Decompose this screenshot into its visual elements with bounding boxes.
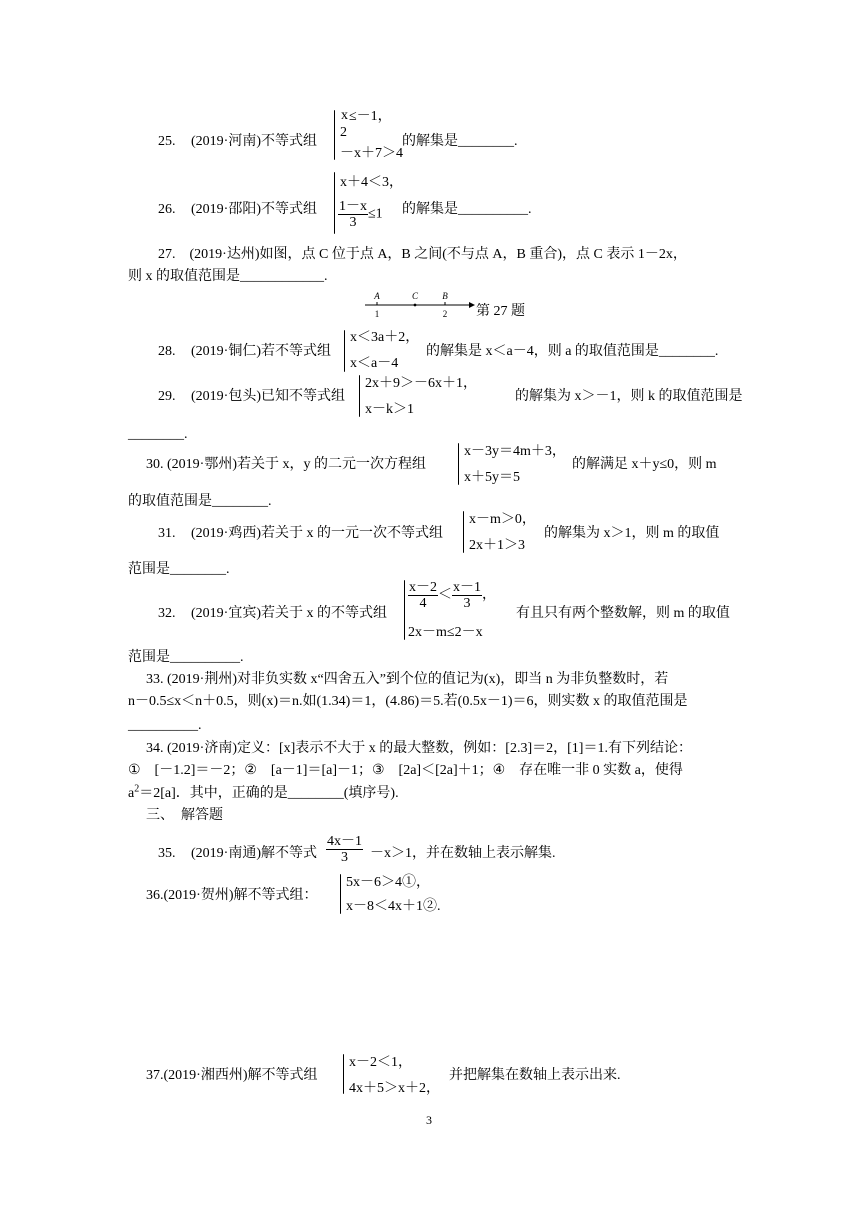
label-c: C xyxy=(411,291,419,301)
q29-brace xyxy=(359,375,360,417)
q34-line2: ① [－1.2]＝－2；② [a－1]＝[a]－1；③ [2a]＜[2a]＋1；④ 存在唯一非 0 实数 a，使得 xyxy=(128,763,683,778)
q26-line2: $\frac{1-x}{3}$ ≤1 xyxy=(339,199,383,230)
q33-line2: n－0.5≤x＜n＋0.5，则(x)＝n.如(1.34)＝1，(4.86)＝5.若(0.5x－1)＝6，则实数 x 的取值范围是 xyxy=(128,694,688,709)
q32-tail: 有且只有两个整数解，则 m 的取值 xyxy=(516,606,730,621)
q29-number: 29. xyxy=(158,389,176,404)
q30-line2-text: 的取值范围是________. xyxy=(128,494,272,509)
q36-line1: 5x－6＞4①， xyxy=(346,875,430,890)
q35-source: (2019·南通)解不等式 xyxy=(191,846,317,861)
q25-line1: x ≤－1， xyxy=(341,108,392,124)
q29-line2: x－k＞1 xyxy=(365,402,414,417)
q30-brace xyxy=(458,443,459,485)
q31-line2: 2x＋1＞3 xyxy=(469,538,525,553)
q32-line2-text: 范围是__________. xyxy=(128,650,244,665)
q35-number: 35. xyxy=(158,846,176,861)
q29-source: (2019·包头)已知不等式组 xyxy=(191,389,345,404)
section-heading: 三、 解答题 xyxy=(146,808,223,823)
q30-tail: 的解满足 x＋y≤0，则 m xyxy=(572,457,717,472)
q32-brace xyxy=(404,580,405,640)
q28-source: (2019·铜仁)若不等式组 xyxy=(191,344,331,359)
q31-brace xyxy=(463,511,464,553)
label-a: A xyxy=(374,291,380,301)
q29-tail: 的解集为 x＞－1，则 k 的取值范围是 xyxy=(515,389,743,404)
q31-number: 31. xyxy=(158,526,176,541)
q28-line1: x＜3a＋2， xyxy=(350,330,420,345)
q30-line2: x＋5y＝5 xyxy=(464,470,520,485)
q31-source: (2019·鸡西)若关于 x 的一元一次不等式组 xyxy=(191,526,443,541)
q33-line1: 33. (2019·荆州)对非负实数 x“四舍五入”到个位的值记为(x)，即当 n 为非负整数时，若 xyxy=(146,672,669,687)
q35-fraction: $\frac{4x-1}{3}$ xyxy=(327,834,362,865)
q31-tail: 的解集为 x＞1，则 m 的取值 xyxy=(544,526,720,541)
q27-line2: 则 x 的取值范围是____________. xyxy=(128,269,328,284)
q29-line1: 2x＋9＞－6x＋1， xyxy=(365,376,477,391)
page-number: 3 xyxy=(426,1113,432,1127)
q31-line2-text: 范围是________. xyxy=(128,562,230,577)
q28-tail: 的解集是 x＜a－4，则 a 的取值范围是________. xyxy=(426,344,719,359)
q25-source: (2019·河南)不等式组 xyxy=(191,134,317,149)
q25-line1-den: 2 xyxy=(340,125,347,140)
q26-source: (2019·邵阳)不等式组 xyxy=(191,202,317,217)
q33-line3: __________. xyxy=(128,718,202,733)
q35-tail: －x＞1，并在数轴上表示解集. xyxy=(370,846,556,861)
q32-line1: $\frac{x-2}{4}$ ＜ $\frac{x-1}{3}$ ， xyxy=(409,580,496,611)
q36-line2: x－8＜4x＋1②. xyxy=(346,899,441,914)
q30-head: 30. (2019·鄂州)若关于 x，y 的二元一次方程组 xyxy=(146,457,426,472)
q37-brace xyxy=(343,1054,344,1094)
q25-brace xyxy=(334,110,335,160)
label-b: B xyxy=(442,291,448,301)
q32-line2: 2x－m≤2－x xyxy=(408,625,483,640)
q32-number: 32. xyxy=(158,606,176,621)
q27-caption: 第 27 题 xyxy=(476,304,525,319)
q27-number-line-figure xyxy=(355,287,475,321)
q31-line1: x－m＞0， xyxy=(469,512,536,527)
tick-label-2: 2 xyxy=(442,309,448,319)
q36-head: 36.(2019·贺州)解不等式组： xyxy=(146,888,318,903)
number-line-arrow xyxy=(469,302,475,308)
q25-line2: －x＋7＞4 xyxy=(340,146,403,161)
q25-number: 25. xyxy=(158,134,176,149)
q37-line2: 4x＋5＞x＋2， xyxy=(349,1081,440,1096)
q26-brace xyxy=(334,172,335,234)
q37-line1: x－2＜1， xyxy=(349,1055,412,1070)
q34-line1: 34. (2019·济南)定义：[x]表示不大于 x 的最大整数，例如：[2.3]＝2，[1]＝1.有下列结论： xyxy=(146,741,692,756)
q28-brace xyxy=(344,330,345,372)
q28-number: 28. xyxy=(158,344,176,359)
q25-tail: 的解集是________. xyxy=(402,134,518,149)
q28-line2: x＜a－4 xyxy=(350,356,399,371)
q26-tail: 的解集是__________. xyxy=(402,202,532,217)
q37-head: 37.(2019·湘西州)解不等式组 xyxy=(146,1068,318,1083)
q30-line1: x－3y＝4m＋3， xyxy=(464,444,566,459)
q36-brace xyxy=(340,874,341,914)
q26-number: 26. xyxy=(158,202,176,217)
q29-line2-blank: ________. xyxy=(128,427,188,442)
q26-line1: x＋4＜3， xyxy=(340,175,403,190)
point-c xyxy=(414,304,417,307)
q37-tail: 并把解集在数轴上表示出来. xyxy=(449,1068,621,1083)
q32-source: (2019·宜宾)若关于 x 的不等式组 xyxy=(191,606,387,621)
q34-line3: $a^2=2[a]$．其中，正确的是________(填序号). xyxy=(128,783,399,801)
tick-label-1: 1 xyxy=(374,309,380,319)
q27-line1: 27. (2019·达州)如图，点 C 位于点 A，B 之间(不与点 A，B 重合)，点 C 表示 1－2x， xyxy=(158,247,687,262)
